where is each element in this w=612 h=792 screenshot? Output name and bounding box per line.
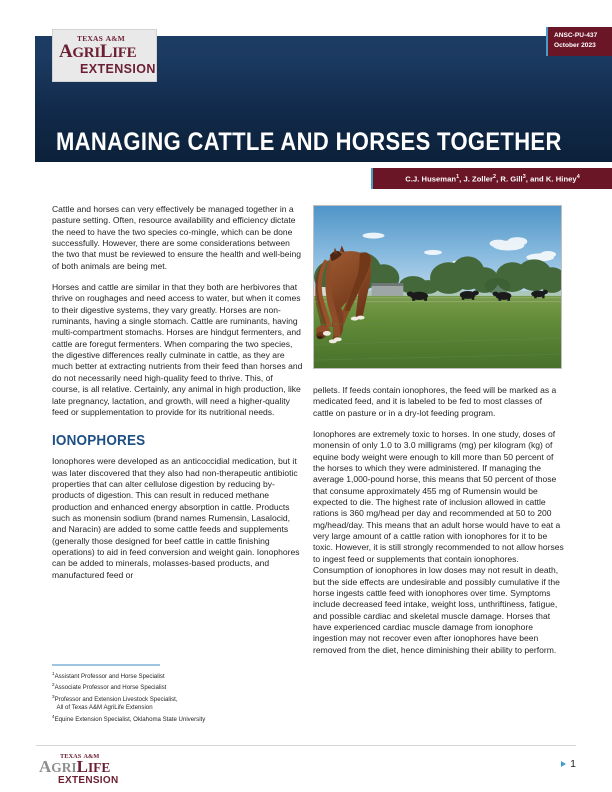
paragraph: pellets. If feeds contain ionophores, the feed will be marked as a medicated feed, and it is labeled to be fed to most classes of cattle on pasture or in a dry-lot feeding program.: [313, 385, 557, 418]
triangle-icon: [561, 761, 566, 767]
footnote-text-continued: All of Texas A&M AgriLife Extension: [56, 704, 153, 712]
paragraph: Ionophores are extremely toxic to horses. In one study, doses of monensin of only 1.0 to 3.0 milligrams (mg) per kilogram (kg) of equine body weight were enough to kill more than 50 percent of the horses to which they were administered. If managing the average 1,000-pound horse, this means that 50 percent of those that consume approximately 455 mg of Rumensin would be expected to die. The highest rate of inclusion allowed in cattle rations is 360 mg/head per day and recommended at 50 to 200 mg/head/day. This means that an adult horse would have to eat a very large amount of a cattle ration with ionophores for it to be toxic. However, it is still strongly recommended to not allow horses to ingest feed or supplements that contain ionophores. Consumption of ionophores in low doses may not result in death, but the side effects are undesirable and possibly cumulative if the horse ingests cattle feed with ionophores over time. Symptoms include decreased feed intake, weight loss, unthriftiness, fatigue, and possible cardiac and skeletal muscle damage. Horses that have experienced cardiac muscle damage from ionophore ingestion may not recover even after ionophores have been removed from the diet, hence diminishing their ability to perform.: [313, 429, 564, 655]
footnote-text: Assistant Professor and Horse Specialist: [54, 672, 165, 680]
publication-date: October 2023: [554, 42, 596, 50]
author-list: C.J. Huseman$^1$, J. Zoller$^2$, R. Gill$^3$, and K. Hiney$^4$: [405, 173, 580, 184]
footer-logo-texasam-text: TEXAS A&M: [60, 753, 100, 760]
author-bar: [371, 168, 612, 189]
footnote-divider: [52, 664, 160, 666]
page-title: MANAGING CATTLE AND HORSES TOGETHER: [56, 128, 562, 156]
photo-spacer: [313, 204, 564, 385]
left-column: [52, 204, 303, 591]
footer-logo: [36, 752, 148, 786]
right-column: [313, 204, 564, 666]
footnote-text: Equine Extension Specialist, Oklahoma State University: [54, 716, 206, 724]
header-logo-extension-text: EXTENSION: [80, 62, 156, 76]
paragraph: Cattle and horses can very effectively be managed together in a pasture setting. Often, resource availability and efficiency dictate the need to have the two species co-mingle, which can be done successfully. However, there are some considerations between the two that must be reviewed to ensure the health and well-being of both animals are being met.: [52, 204, 301, 271]
footnote-item: $^3$Professor and Extension Livestock Specialist, All of Texas A&M AgriLife Extension: [52, 693, 303, 713]
page-number-value: 1: [570, 758, 576, 770]
footnote-text: Professor and Extension Livestock Specialist,: [54, 695, 178, 703]
publication-badge: [546, 27, 612, 56]
footnotes: [52, 664, 303, 725]
footnote-item: $^4$Equine Extension Specialist, Oklahoma State University: [52, 714, 206, 724]
footnote-text: Associate Professor and Horse Specialist: [54, 684, 167, 692]
paragraph: Horses and cattle are similar in that they both are herbivores that thrive on roughages and need access to water, but when it comes to their digestive systems, they vary greatly. Horses are non-ruminants, having a single stomach. Cattle are ruminants, having multi-compartment stomachs. Horses are hindgut fermenters, and cattle are foregut fermenters. When comparing the two species, the digestive differences really culminate in cattle, as they are much better at extracting nutrients from their feed than horses and do not necessarily need high-quality feed to thrive. This, of course, is all relative. Certainly, any animal in high production, like late pregnancy, lactation, and growth, will need a higher-quality feed or supplementation to provide for its nutritional needs.: [52, 282, 303, 417]
publication-number: ANSC-PU-437: [554, 32, 598, 39]
footer-logo-agrilife-text: AGRILIFE: [39, 757, 111, 776]
footer-logo-extension-text: EXTENSION: [58, 775, 119, 786]
page-number: [561, 758, 576, 770]
section-heading-ionophores: IONOPHORES: [52, 432, 146, 450]
header-logo-texasam-text: TEXAS A&M: [77, 34, 125, 43]
header-logo-agrilife-text: AGRILIFE: [59, 41, 137, 62]
paragraph: Ionophores were developed as an anticoccidial medication, but it was later discovered that they also had non-therapeutic antibiotic properties that can alter cellulose digestion by reducing by-products of digestion. This can result in reduced methane production and enhanced energy absorption in cattle. Products such as monensin sodium (brand names Rumensin, Lasalocid, and Naracin) are added to some cattle feeds and supplements (generally those designed for beef cattle in cattle finishing operations) to aid in feed conversion and weight gain. Ionophores can be added to minerals, molasses-based products, and manufactured feed or: [52, 456, 300, 580]
footnote-item: $^1$Assistant Professor and Horse Specialist: [52, 670, 165, 680]
footnote-item: $^2$Associate Professor and Horse Specialist: [52, 682, 167, 692]
header-logo: [52, 29, 157, 82]
footer-divider: [36, 745, 576, 746]
